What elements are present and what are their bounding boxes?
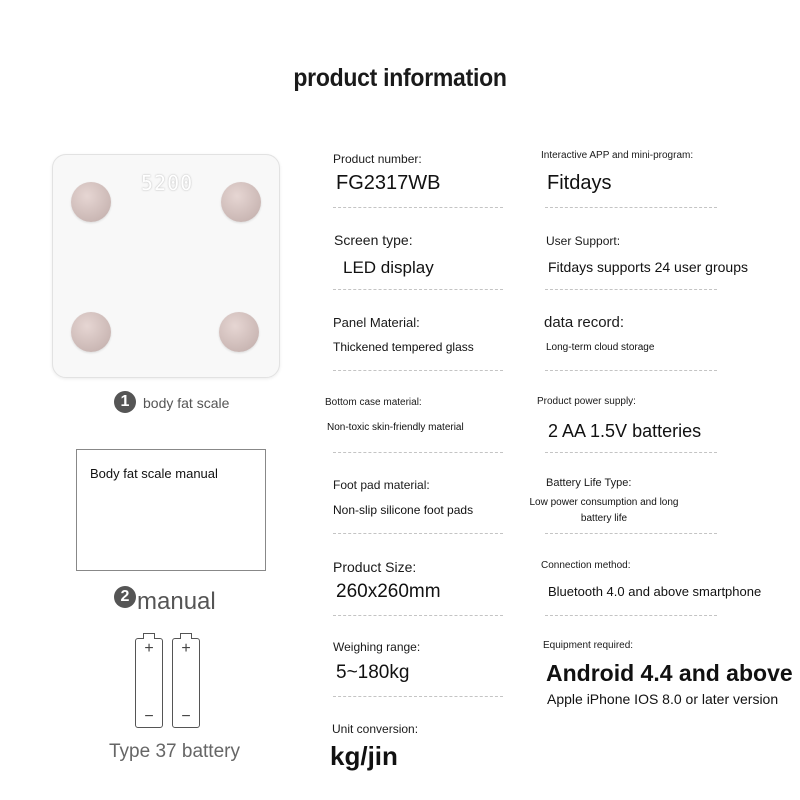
spec-divider (545, 370, 717, 371)
spec-divider (333, 207, 503, 208)
battery-plus-sign: + (144, 640, 154, 657)
spec-value-panel-material: Thickened tempered glass (333, 340, 474, 354)
spec-value-unit-conversion: kg/jin (330, 741, 398, 771)
spec-divider (545, 289, 717, 290)
spec-label-weighing-range: Weighing range: (333, 640, 421, 654)
page-title: product information (293, 64, 507, 92)
battery-minus-sign: − (144, 708, 154, 725)
spec-value-product-size: 260x260mm (336, 581, 441, 602)
spec-divider (333, 370, 503, 371)
spec-label-unit-conversion: Unit conversion: (332, 722, 419, 736)
spec-label-product-number: Product number: (333, 152, 422, 166)
spec-label-panel-material: Panel Material: (333, 315, 420, 330)
spec-value-equipment-android: Android 4.4 and above (546, 660, 793, 686)
item-number-badge: 1 (114, 391, 136, 413)
spec-value-battery-life: Low power consumption and long battery life (529, 497, 679, 524)
spec-divider (333, 615, 503, 616)
spec-value-connection-method: Bluetooth 4.0 and above smartphone (548, 584, 762, 599)
scale-electrode-bottom-right (219, 312, 259, 352)
battery-icon (172, 638, 200, 728)
spec-value-bottom-case-material: Non-toxic skin-friendly material (327, 422, 464, 433)
spec-label-interactive-app: Interactive APP and mini-program: (541, 150, 694, 161)
battery-plus-sign: + (181, 640, 191, 657)
item-caption-manual: manual (137, 588, 216, 615)
spec-label-foot-pad-material: Foot pad material: (333, 478, 430, 492)
spec-divider (333, 289, 503, 290)
spec-divider (333, 452, 503, 453)
spec-label-product-size: Product Size: (333, 559, 417, 575)
scale-electrode-top-left (71, 182, 111, 222)
spec-value-weighing-range: 5~180kg (336, 662, 410, 683)
spec-value-data-record: Long-term cloud storage (546, 342, 655, 353)
spec-label-screen-type: Screen type: (334, 232, 413, 248)
spec-value-user-support: Fitdays supports 24 user groups (548, 259, 748, 275)
scale-electrode-top-right (221, 182, 261, 222)
spec-label-bottom-case-material: Bottom case material: (325, 397, 422, 408)
item-number-badge: 2 (114, 586, 136, 608)
spec-divider (545, 452, 717, 453)
spec-label-connection-method: Connection method: (541, 560, 631, 571)
item-caption-body-fat-scale: body fat scale (143, 395, 230, 411)
spec-value-equipment-iphone: Apple iPhone IOS 8.0 or later version (547, 691, 779, 707)
battery-icon (135, 638, 163, 728)
spec-label-user-support: User Support: (546, 234, 621, 248)
spec-label-equipment-required: Equipment required: (543, 640, 634, 651)
body-fat-scale-image (52, 154, 280, 378)
spec-value-product-number: FG2317WB (336, 172, 441, 194)
battery-minus-sign: − (181, 708, 191, 725)
spec-value-power-supply: 2 AA 1.5V batteries (548, 421, 702, 441)
manual-title: Body fat scale manual (90, 466, 218, 481)
spec-divider (333, 696, 503, 697)
spec-value-foot-pad-material: Non-slip silicone foot pads (333, 503, 474, 517)
spec-divider (545, 615, 717, 616)
spec-value-interactive-app: Fitdays (547, 172, 612, 194)
spec-divider (545, 533, 717, 534)
scale-electrode-bottom-left (71, 312, 111, 352)
spec-label-data-record: data record: (544, 314, 625, 331)
spec-value-screen-type: LED display (343, 258, 434, 277)
item-caption-battery: Type 37 battery (109, 741, 240, 762)
spec-label-power-supply: Product power supply: (537, 396, 636, 407)
spec-divider (333, 533, 503, 534)
scale-led-display: 5200 (141, 171, 194, 195)
manual-image (76, 449, 266, 571)
spec-label-battery-life: Battery Life Type: (546, 477, 632, 489)
spec-divider (545, 207, 717, 208)
